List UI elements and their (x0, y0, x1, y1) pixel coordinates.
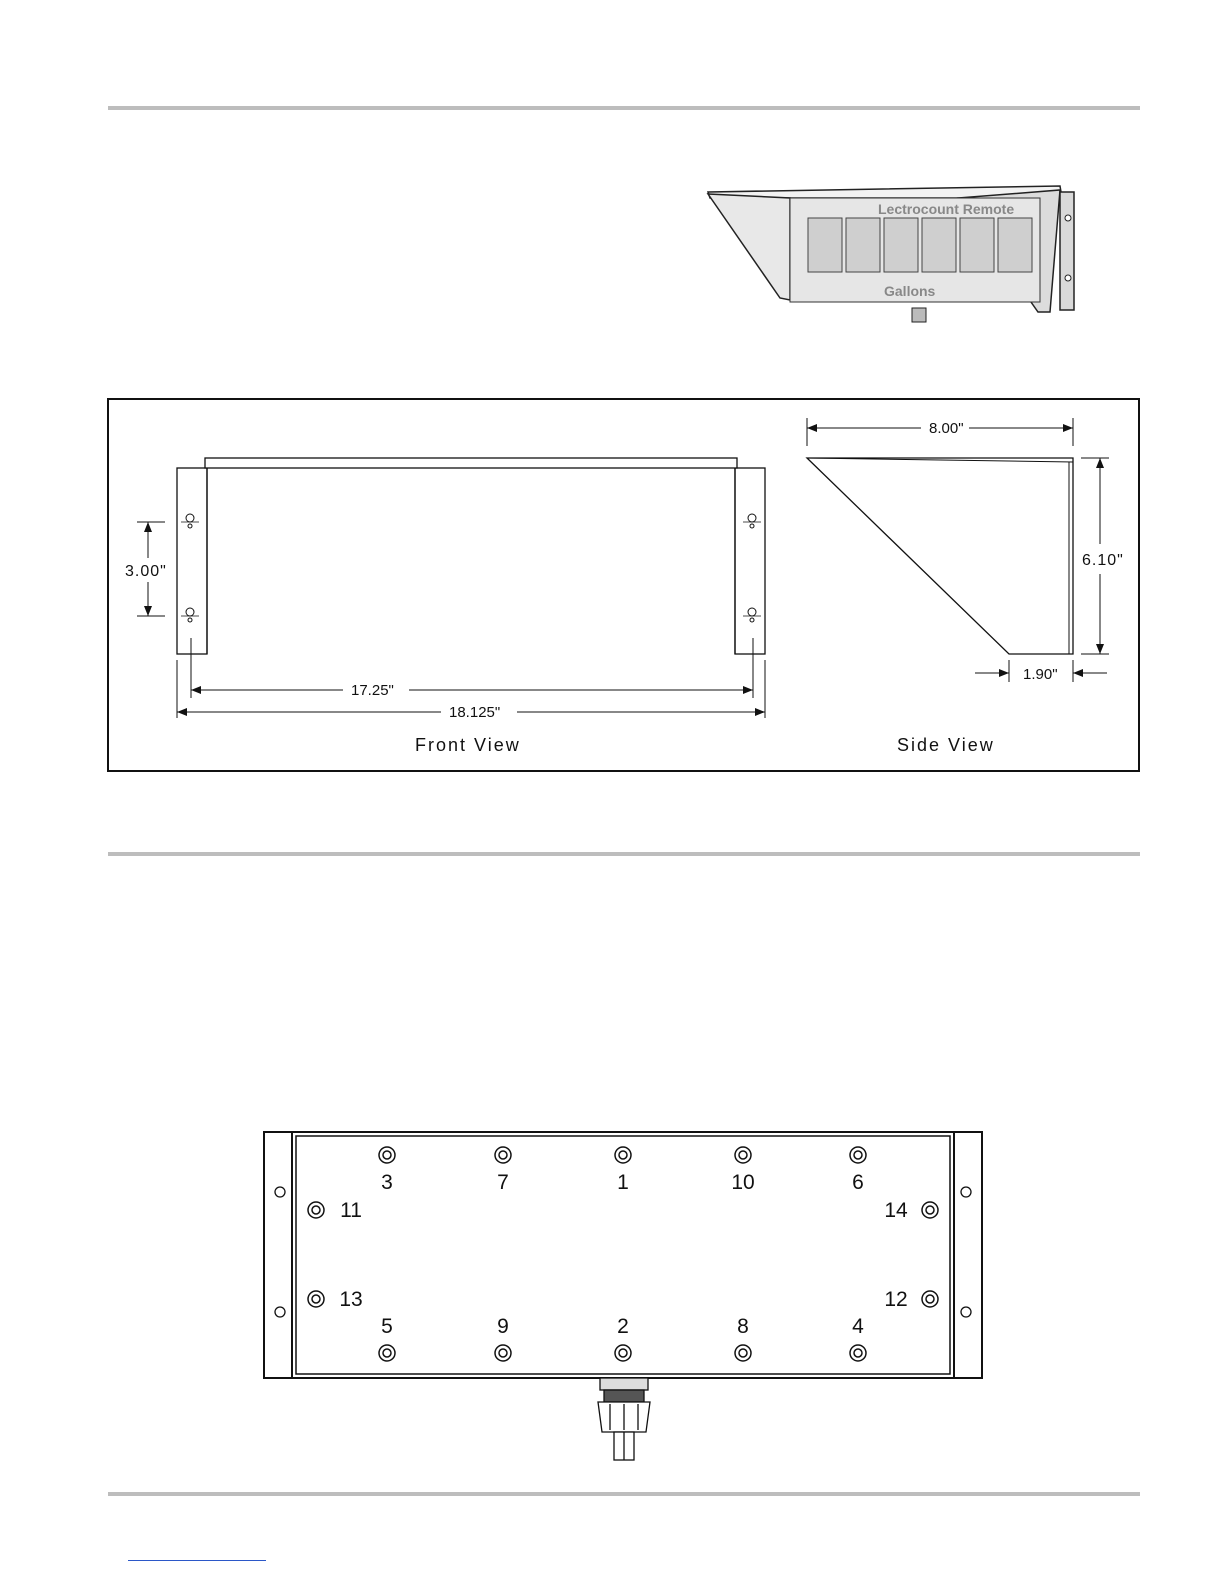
cable-gland-icon (598, 1378, 650, 1460)
screw-label: 7 (497, 1171, 509, 1194)
side-view-caption: Side View (897, 735, 995, 755)
dimension-drawing (107, 398, 1140, 773)
product-illustration (700, 180, 1090, 340)
screw-label: 9 (497, 1315, 509, 1338)
screw-label: 14 (884, 1199, 908, 1222)
screw-label: 8 (737, 1315, 749, 1338)
screw-label: 13 (339, 1288, 363, 1311)
screw-label: 3 (381, 1171, 393, 1194)
section-rule-top (108, 106, 1140, 110)
screw-label: 12 (884, 1288, 908, 1311)
depth-label: 8.00" (929, 420, 964, 437)
section-rule-bottom (108, 1492, 1140, 1496)
screw-label: 4 (852, 1315, 864, 1338)
back-panel-diagram (262, 1130, 986, 1466)
screw-label: 11 (340, 1199, 362, 1222)
screw-label: 10 (731, 1171, 755, 1194)
unit-label: Gallons (884, 283, 936, 299)
screw-label: 2 (617, 1315, 629, 1338)
hole-spacing-label: 3.00" (125, 563, 167, 580)
section-rule-middle (108, 852, 1140, 856)
screw-label: 5 (381, 1315, 393, 1338)
height-label: 6.10" (1082, 552, 1124, 569)
front-view-caption: Front View (415, 735, 521, 755)
overall-width-label: 18.125" (449, 704, 501, 721)
screw-label: 1 (617, 1171, 629, 1194)
inner-width-label: 17.25" (351, 682, 394, 699)
footer-link-underline[interactable] (128, 1560, 266, 1561)
brand-text: Lectrocount Remote (878, 201, 1015, 217)
bottom-depth-label: 1.90" (1023, 666, 1058, 683)
screw-label: 6 (852, 1171, 864, 1194)
